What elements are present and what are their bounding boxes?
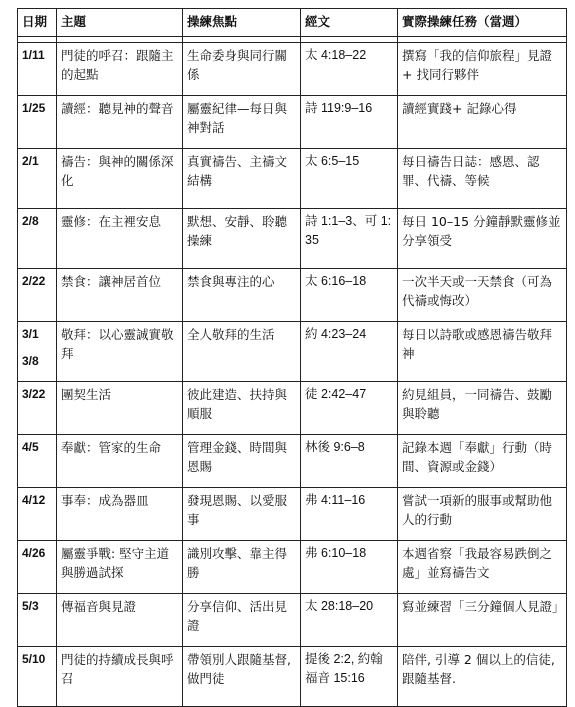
cell-topic: 門徒的持續成長與呼召: [57, 647, 183, 707]
table-row: [18, 149, 567, 209]
table-row: [18, 269, 567, 322]
cell-scripture: 詩 119:9–16: [301, 96, 398, 149]
table-row: [18, 488, 567, 541]
cell-focus: 生命委身與同行關係: [183, 43, 301, 96]
cell-task: 約見組員，一同禱告、鼓勵與聆聽: [398, 382, 567, 435]
header-task: 實際操練任務（當週）: [398, 9, 567, 37]
header-scripture: 經文: [301, 9, 398, 37]
cell-focus: 分享信仰、活出見證: [183, 594, 301, 647]
cell-focus: 發現恩賜、以愛服事: [183, 488, 301, 541]
cell-task: 陪伴, 引導 2 個以上的信徒, 跟隨基督.: [398, 647, 567, 707]
date-text: 1/25: [22, 101, 46, 115]
cell-topic: 靈修：在主裡安息: [57, 209, 183, 269]
cell-focus: 管理金錢、時間與恩賜: [183, 435, 301, 488]
cell-topic: 禁食：讓神居首位: [57, 269, 183, 322]
cell-task: 每日以詩歌或感恩禱告敬拜神: [398, 322, 567, 382]
cell-topic: 團契生活: [57, 382, 183, 435]
cell-focus: 屬靈紀律—每日與神對話: [183, 96, 301, 149]
cell-topic: 奉獻：管家的生命: [57, 435, 183, 488]
schedule-table: [17, 8, 567, 707]
cell-date: [18, 594, 57, 647]
table-row: [18, 96, 567, 149]
cell-focus: 真實禱告、主禱文結構: [183, 149, 301, 209]
date-text: 3/22: [22, 387, 46, 401]
header-row: [18, 9, 567, 37]
cell-scripture: 弗 6:10–18: [301, 541, 398, 594]
cell-scripture: 林後 9:6–8: [301, 435, 398, 488]
date-text: 2/22: [22, 274, 46, 288]
cell-date: [18, 488, 57, 541]
cell-focus: 帶領別人跟隨基督, 做門徒: [183, 647, 301, 707]
date-text: 4/5: [22, 440, 39, 454]
date-text: 1/11: [22, 48, 45, 62]
date-text: 3/1: [22, 327, 39, 341]
cell-topic: 事奉：成為器皿: [57, 488, 183, 541]
date-text: 5/10: [22, 652, 46, 666]
cell-scripture: 提後 2:2, 約翰福音 15:16: [301, 647, 398, 707]
header-topic: 主題: [57, 9, 183, 37]
cell-topic: 傳福音與見證: [57, 594, 183, 647]
cell-date: [18, 43, 57, 96]
cell-scripture: 太 4:18–22: [301, 43, 398, 96]
table-row: [18, 594, 567, 647]
cell-topic: 禱告：與神的關係深化: [57, 149, 183, 209]
table-row: [18, 382, 567, 435]
table-row: [18, 209, 567, 269]
cell-topic: 屬靈爭戰: 堅守主道與勝過試探: [57, 541, 183, 594]
cell-focus: 彼此建造、扶持與順服: [183, 382, 301, 435]
cell-scripture: 太 6:16–18: [301, 269, 398, 322]
cell-topic: 門徒的呼召：跟隨主的起點: [57, 43, 183, 96]
cell-focus: 全人敬拜的生活: [183, 322, 301, 382]
cell-scripture: 弗 4:11–16: [301, 488, 398, 541]
table-row: [18, 541, 567, 594]
cell-date: [18, 209, 57, 269]
date-text: 2/1: [22, 154, 39, 168]
cell-topic: 敬拜：以心靈誠實敬拜: [57, 322, 183, 382]
table-row: [18, 647, 567, 707]
cell-scripture: 太 28:18–20: [301, 594, 398, 647]
cell-scripture: 詩 1:1–3、可 1:35: [301, 209, 398, 269]
cell-task: 一次半天或一天禁食（可為代禱或悔改）: [398, 269, 567, 322]
cell-scripture: 徒 2:42–47: [301, 382, 398, 435]
table-row: [18, 43, 567, 96]
cell-date: [18, 647, 57, 707]
cell-date: [18, 382, 57, 435]
cell-task: 每日 10–15 分鐘靜默靈修並分享領受: [398, 209, 567, 269]
date-text: 4/12: [22, 493, 46, 507]
cell-scripture: 太 6:5–15: [301, 149, 398, 209]
cell-date: [18, 322, 57, 382]
cell-date: [18, 541, 57, 594]
cell-task: 撰寫「我的信仰旅程」見證 + 找同行夥伴: [398, 43, 567, 96]
header-focus: 操練焦點: [183, 9, 301, 37]
cell-focus: 默想、安靜、聆聽操練: [183, 209, 301, 269]
date-text: 2/8: [22, 214, 39, 228]
cell-date: [18, 269, 57, 322]
cell-focus: 識別攻擊、靠主得勝: [183, 541, 301, 594]
cell-date: [18, 435, 57, 488]
cell-task: 每日禱告日誌：感恩、認罪、代禱、等候: [398, 149, 567, 209]
cell-task: 讀經實踐+ 記錄心得: [398, 96, 567, 149]
date-text: 4/26: [22, 546, 46, 560]
cell-focus: 禁食與專注的心: [183, 269, 301, 322]
cell-task: 嘗試一項新的服事或幫助他人的行動: [398, 488, 567, 541]
header-date: 日期: [18, 9, 57, 37]
date-text-secondary: 3/8: [22, 354, 39, 368]
table-row: [18, 322, 567, 382]
cell-task: 記錄本週「奉獻」行動（時間、資源或金錢）: [398, 435, 567, 488]
cell-task: 寫並練習「三分鐘個人見證」: [398, 594, 567, 647]
cell-date: [18, 96, 57, 149]
table-row: [18, 435, 567, 488]
cell-date: [18, 149, 57, 209]
date-text: 5/3: [22, 599, 39, 613]
schedule-body: [18, 43, 567, 707]
cell-scripture: 約 4:23–24: [301, 322, 398, 382]
cell-task: 本週省察「我最容易跌倒之處」並寫禱告文: [398, 541, 567, 594]
cell-topic: 讀經：聽見神的聲音: [57, 96, 183, 149]
